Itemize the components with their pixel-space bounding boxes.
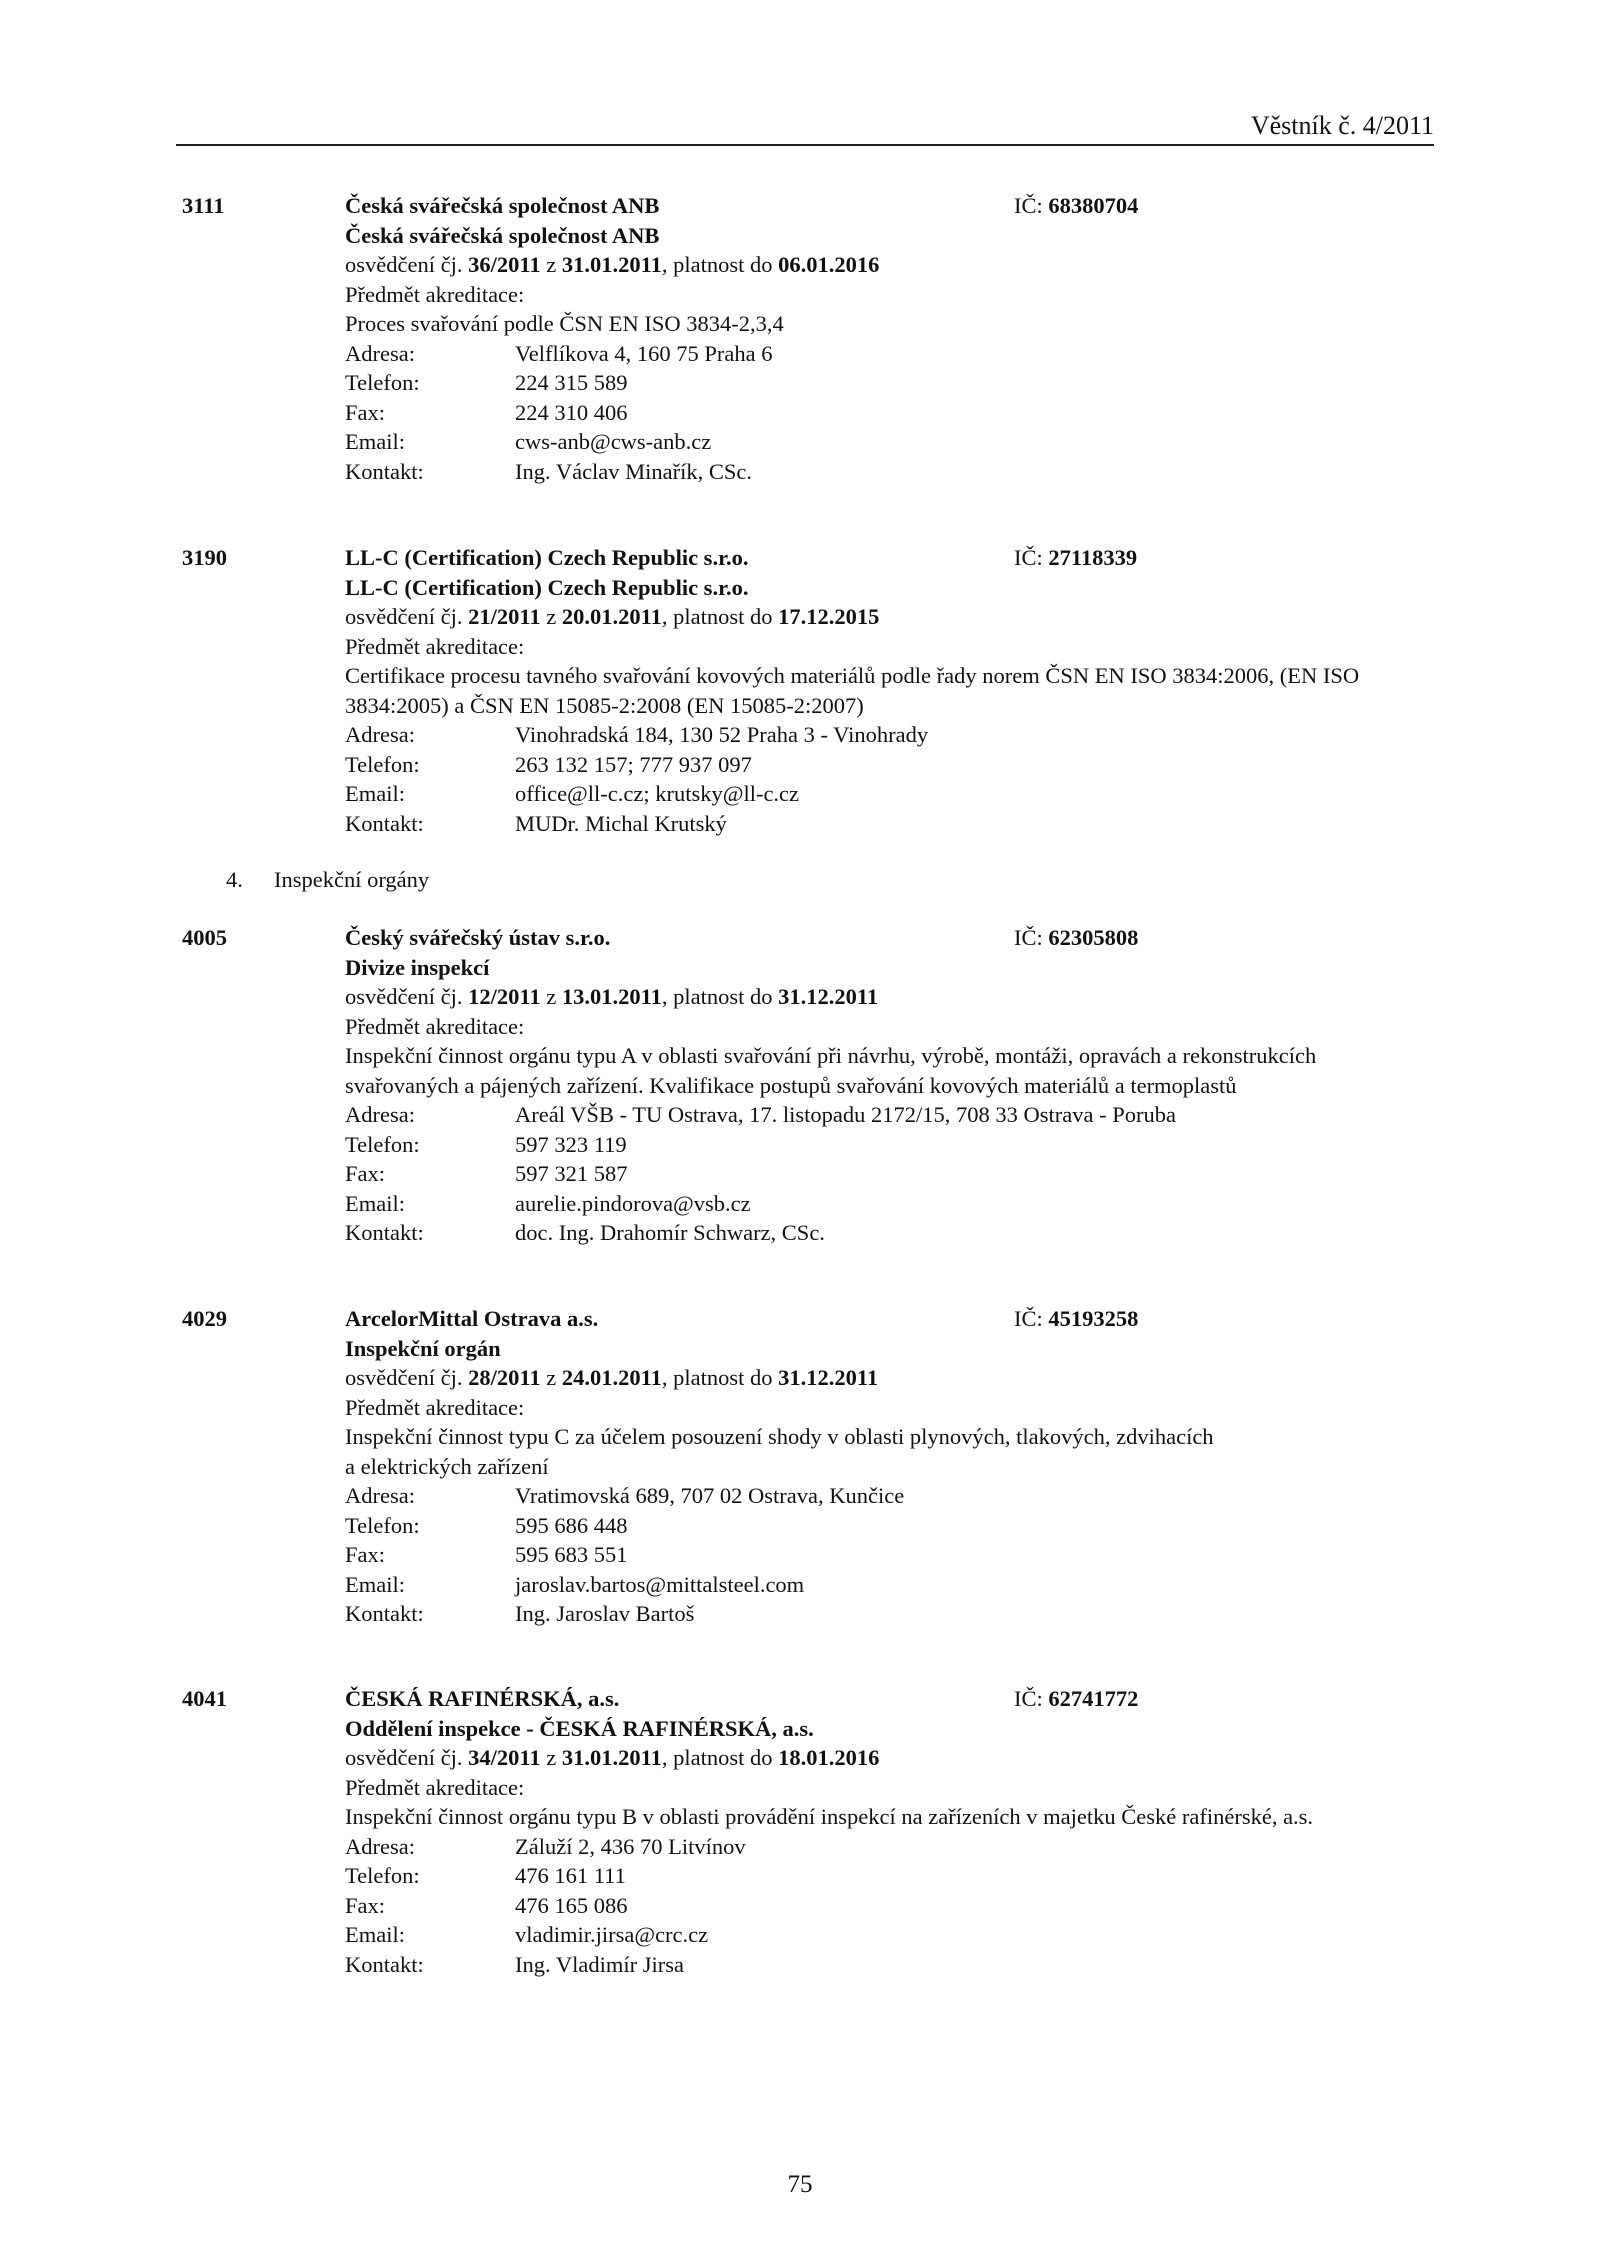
ic-label: IČ: — [1014, 193, 1043, 218]
entry-body — [345, 543, 1405, 838]
field-contact — [345, 1599, 1405, 1629]
ic-value: 27118339 — [1048, 545, 1138, 570]
entry-unit: Inspekční orgán — [345, 1335, 501, 1361]
field-label: Email: — [345, 1190, 405, 1216]
subject-text: a elektrických zařízení — [345, 1453, 549, 1479]
entry-number: 3111 — [182, 193, 225, 218]
subject-text: Certifikace procesu tavného svařování kovových materiálů podle řady norem ČSN EN ISO 3834:2006, (EN ISO 3834:2005) a ČSN EN 15085-2:2008 (EN 15085-2:2007) — [345, 663, 1360, 718]
field-fax — [345, 1159, 1405, 1189]
cert-number: 12/2011 — [468, 984, 541, 1009]
certificate-line — [345, 1743, 1405, 1773]
field-address — [345, 339, 1405, 369]
entry-body — [345, 1304, 1405, 1629]
field-phone — [345, 750, 1405, 780]
field-contact — [345, 457, 1405, 487]
cert-prefix: osvědčení čj. — [345, 1365, 463, 1390]
field-value: Ing. Jaroslav Bartoš — [515, 1601, 695, 1626]
field-contact — [345, 1950, 1405, 1980]
ic-value: 62305808 — [1048, 925, 1139, 950]
certificate-line — [345, 1363, 1405, 1393]
ic-label: IČ: — [1014, 1686, 1043, 1711]
validity-label: , platnost do — [661, 984, 773, 1009]
field-label: Adresa: — [345, 1483, 415, 1508]
valid-until: 06.01.2016 — [778, 252, 880, 277]
field-value: Záluží 2, 436 70 Litvínov — [515, 1833, 746, 1859]
field-phone — [345, 1130, 1405, 1160]
field-label: Kontakt: — [345, 1601, 424, 1626]
cert-z: z — [546, 604, 557, 629]
field-value: 597 321 587 — [515, 1161, 628, 1186]
field-address — [345, 1832, 1405, 1862]
field-label: Fax: — [345, 399, 386, 425]
field-email — [345, 1920, 1405, 1950]
ic-value: 45193258 — [1048, 1306, 1139, 1331]
cert-prefix: osvědčení čj. — [345, 1745, 463, 1770]
field-label: Telefon: — [345, 370, 420, 395]
field-value: 263 132 157; 777 937 097 — [515, 751, 752, 777]
entry-body — [345, 191, 1405, 486]
valid-until: 31.12.2011 — [778, 1365, 879, 1390]
entry-number: 4029 — [182, 1306, 227, 1331]
field-fax — [345, 1891, 1405, 1921]
valid-until: 17.12.2015 — [778, 604, 880, 629]
valid-until: 18.01.2016 — [778, 1745, 880, 1770]
field-label: Fax: — [345, 1161, 386, 1186]
cert-prefix: osvědčení čj. — [345, 604, 463, 629]
field-contact — [345, 1218, 1405, 1248]
field-value: vladimir.jirsa@crc.cz — [515, 1922, 709, 1947]
field-email — [345, 427, 1405, 457]
subject-label: Předmět akreditace: — [345, 1013, 525, 1039]
page-header-title: Věstník č. 4/2011 — [1250, 111, 1434, 140]
field-label: Email: — [345, 429, 405, 454]
field-label: Adresa: — [345, 1833, 415, 1859]
cert-date: 31.01.2011 — [561, 252, 662, 277]
field-value: 476 161 111 — [515, 1863, 626, 1888]
field-label: Adresa: — [345, 722, 415, 747]
cert-prefix: osvědčení čj. — [345, 984, 463, 1009]
entry-number: 4041 — [182, 1686, 227, 1711]
field-label: Telefon: — [345, 1863, 420, 1888]
field-label: Email: — [345, 781, 405, 806]
field-contact — [345, 809, 1405, 839]
subject-label: Předmět akreditace: — [345, 281, 525, 307]
subject-label: Předmět akreditace: — [345, 1774, 525, 1800]
entry-name: ČESKÁ RAFINÉRSKÁ, a.s. — [345, 1686, 620, 1711]
field-value: Velflíkova 4, 160 75 Praha 6 — [515, 340, 773, 366]
field-value: 595 686 448 — [515, 1512, 628, 1538]
cert-number: 28/2011 — [468, 1365, 541, 1390]
field-value: jaroslav.bartos@mittalsteel.com — [515, 1571, 805, 1597]
field-value: Ing. Václav Minařík, CSc. — [515, 458, 753, 484]
field-email — [345, 779, 1405, 809]
cert-z: z — [546, 252, 557, 277]
section-heading — [226, 865, 429, 895]
field-label: Telefon: — [345, 1131, 420, 1157]
field-value: Vratimovská 689, 707 02 Ostrava, Kunčice — [515, 1483, 905, 1508]
field-label: Kontakt: — [345, 1220, 424, 1245]
entry-unit: Česká svářečská společnost ANB — [345, 222, 660, 248]
field-phone — [345, 368, 1405, 398]
field-value: 224 310 406 — [515, 399, 628, 425]
cert-number: 36/2011 — [468, 252, 541, 277]
field-label: Fax: — [345, 1542, 386, 1567]
entry-number: 4005 — [182, 925, 227, 950]
cert-prefix: osvědčení čj. — [345, 252, 463, 277]
entry-name: Český svářečský ústav s.r.o. — [345, 925, 611, 950]
field-phone — [345, 1861, 1405, 1891]
field-value: office@ll-c.cz; krutsky@ll-c.cz — [515, 781, 800, 806]
subject-label: Předmět akreditace: — [345, 1394, 525, 1420]
field-email — [345, 1189, 1405, 1219]
field-label: Adresa: — [345, 1102, 415, 1127]
field-address — [345, 1481, 1405, 1511]
field-value: aurelie.pindorova@vsb.cz — [515, 1190, 751, 1216]
section-number: 4. — [226, 867, 243, 892]
certificate-line — [345, 250, 1405, 280]
entry-body — [345, 923, 1405, 1248]
field-label: Telefon: — [345, 751, 420, 777]
subject-text: Inspekční činnost orgánu typu B v oblasti provádění inspekcí na zařízeních v majetku České rafinérské, a.s. — [345, 1804, 1314, 1829]
entry-unit: Divize inspekcí — [345, 954, 490, 980]
cert-date: 24.01.2011 — [561, 1365, 662, 1390]
field-label: Adresa: — [345, 340, 415, 366]
field-email — [345, 1570, 1405, 1600]
field-label: Telefon: — [345, 1512, 420, 1538]
field-phone — [345, 1511, 1405, 1541]
field-fax — [345, 1540, 1405, 1570]
ic-label: IČ: — [1014, 545, 1043, 570]
cert-date: 31.01.2011 — [561, 1745, 662, 1770]
entry-name: LL-C (Certification) Czech Republic s.r.o. — [345, 545, 749, 570]
cert-date: 20.01.2011 — [561, 604, 662, 629]
subject-text: Proces svařování podle ČSN EN ISO 3834-2,3,4 — [345, 311, 784, 336]
field-value: Ing. Vladimír Jirsa — [515, 1951, 684, 1977]
subject-label: Předmět akreditace: — [345, 633, 525, 659]
cert-z: z — [546, 984, 557, 1009]
field-label: Fax: — [345, 1892, 386, 1918]
ic-value: 68380704 — [1048, 193, 1139, 218]
entry-unit: LL-C (Certification) Czech Republic s.r.o. — [345, 574, 749, 600]
field-label: Email: — [345, 1571, 405, 1597]
ic-label: IČ: — [1014, 925, 1043, 950]
cert-z: z — [546, 1365, 557, 1390]
section-title: Inspekční orgány — [274, 867, 430, 892]
valid-until: 31.12.2011 — [778, 984, 879, 1009]
field-value: Vinohradská 184, 130 52 Praha 3 - Vinohrady — [515, 722, 929, 747]
field-label: Email: — [345, 1922, 405, 1947]
entry-name: Česká svářečská společnost ANB — [345, 193, 660, 218]
field-value: 595 683 551 — [515, 1542, 628, 1567]
field-value: Areál VŠB - TU Ostrava, 17. listopadu 2172/15, 708 33 Ostrava - Poruba — [515, 1102, 1176, 1127]
cert-date: 13.01.2011 — [561, 984, 662, 1009]
subject-text: Inspekční činnost orgánu typu A v oblasti svařování při návrhu, výrobě, montáži, opravách a rekonstrukcích svařovaných a pájených zařízení. Kvalifikace postupů svařování kovových materiálů a termoplastů — [345, 1043, 1317, 1098]
field-value: 224 315 589 — [515, 370, 628, 395]
subject-text: Inspekční činnost typu C za účelem posouzení shody v oblasti plynových, tlakových, zdvihacích — [345, 1424, 1214, 1449]
field-value: 476 165 086 — [515, 1892, 628, 1918]
field-label: Kontakt: — [345, 458, 424, 484]
ic-value: 62741772 — [1048, 1686, 1139, 1711]
ic-label: IČ: — [1014, 1306, 1043, 1331]
entry-name: ArcelorMittal Ostrava a.s. — [345, 1306, 599, 1331]
page-number: 75 — [787, 2171, 813, 2198]
cert-z: z — [546, 1745, 557, 1770]
field-address — [345, 720, 1405, 750]
field-fax — [345, 398, 1405, 428]
header-divider — [176, 144, 1434, 146]
cert-number: 21/2011 — [468, 604, 541, 629]
validity-label: , platnost do — [661, 1365, 773, 1390]
cert-number: 34/2011 — [468, 1745, 541, 1770]
field-address — [345, 1100, 1405, 1130]
entry-body — [345, 1684, 1405, 1979]
entry-unit: Oddělení inspekce - ČESKÁ RAFINÉRSKÁ, a.s. — [345, 1715, 814, 1741]
certificate-line — [345, 982, 1405, 1012]
field-label: Kontakt: — [345, 1951, 424, 1977]
validity-label: , platnost do — [661, 1745, 773, 1770]
field-label: Kontakt: — [345, 810, 424, 836]
field-value: cws-anb@cws-anb.cz — [515, 429, 712, 454]
field-value: doc. Ing. Drahomír Schwarz, CSc. — [515, 1220, 825, 1245]
entry-number: 3190 — [182, 545, 227, 570]
validity-label: , platnost do — [661, 252, 773, 277]
certificate-line — [345, 602, 1405, 632]
validity-label: , platnost do — [661, 604, 773, 629]
field-value: MUDr. Michal Krutský — [515, 810, 727, 836]
field-value: 597 323 119 — [515, 1131, 627, 1157]
